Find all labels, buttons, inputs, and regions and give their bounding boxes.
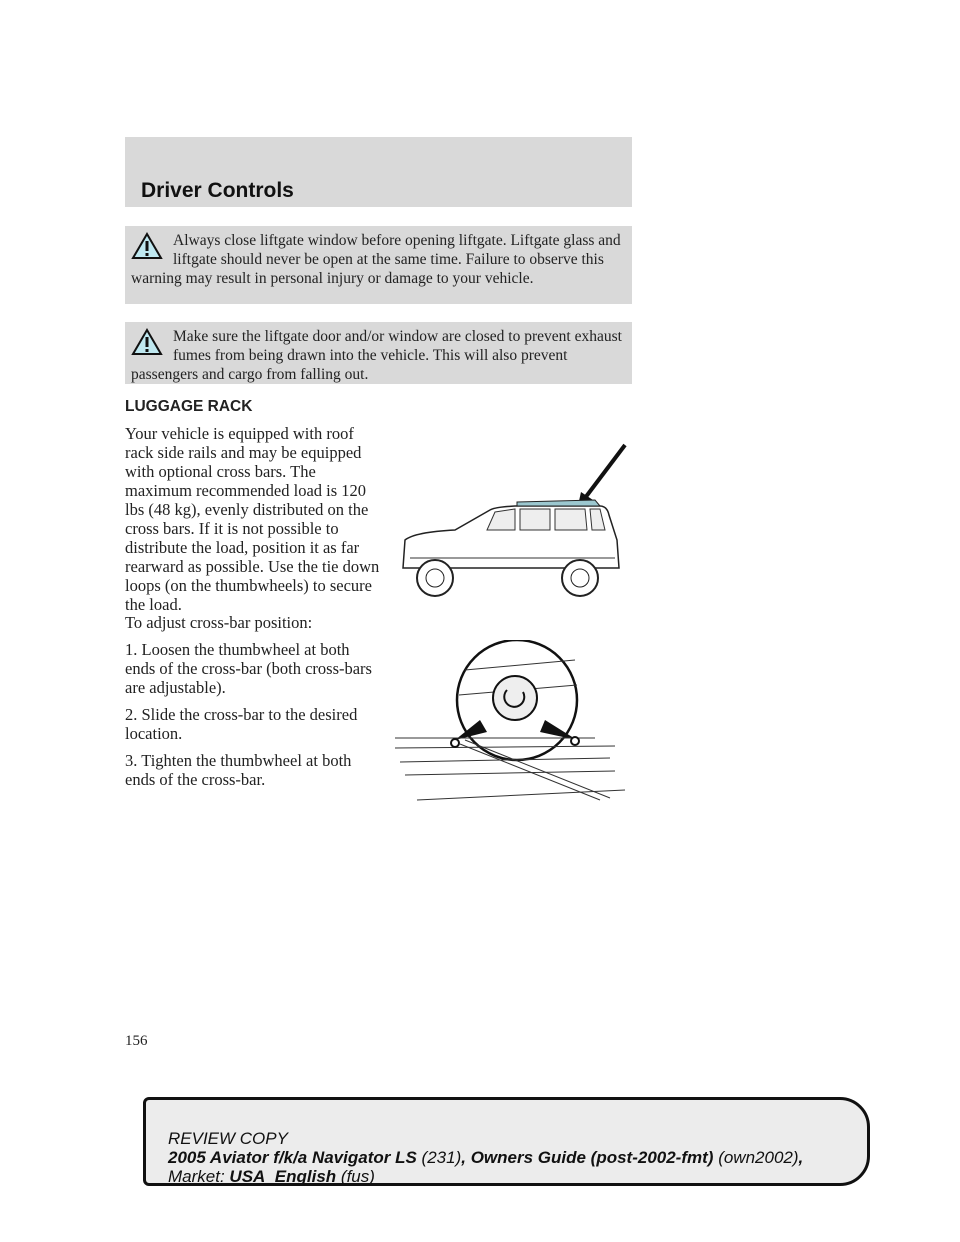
suv-roof-rack-illustration [395,440,635,605]
market-value: USA_English [229,1167,337,1186]
model-name: 2005 Aviator f/k/a Navigator LS [168,1148,417,1167]
thumbwheel-illustration [395,640,635,805]
warning-icon [131,328,163,356]
review-copy-footer [143,1097,870,1186]
separator: , [461,1148,471,1167]
separator-comma: , [798,1148,804,1167]
warning-text: Make sure the liftgate door and/or window are closed to prevent exhaust fumes from being drawn into the vehicle. This will also prevent passengers and cargo from falling out. [131,328,622,383]
intro-paragraph: Your vehicle is equipped with roof rack side rails and may be equipped with optional cross bars. The maximum recommended load is 120 lbs (48 kg), evenly distributed on the cross bars. If it is not possible to distribute the load, position it as far rearward as possible. Use the tie down loops (on the thumbwheels) to secure the load. [125,424,380,614]
review-copy-label: REVIEW COPY [168,1129,288,1148]
warning-box-2 [125,322,632,384]
warning-box-1 [125,226,632,304]
warning-icon [131,232,163,260]
adjust-instructions [125,613,380,797]
page-title: Driver Controls [141,179,294,202]
market-code: (fus) [340,1167,375,1186]
page-number: 156 [125,1033,148,1049]
step-2: 2. Slide the cross-bar to the desired location. [125,705,358,743]
luggage-rack-intro [125,424,380,622]
guide-name: Owners Guide (post-2002-fmt) [470,1148,714,1167]
model-code: (231) [421,1148,462,1167]
step-1: 1. Loosen the thumbwheel at both ends of the cross-bar (both cross-bars are adjustable). [125,640,372,697]
warning-text: Always close liftgate window before opening liftgate. Liftgate glass and liftgate should never be open at the same time. Failure to observe this warning may result in personal injury or damage to your vehicle. [131,232,621,287]
section-header [125,137,632,207]
guide-code: (own2002) [718,1148,799,1167]
adjust-intro: To adjust cross-bar position: [125,613,313,632]
step-3: 3. Tighten the thumbwheel at both ends of the cross-bar. [125,751,352,789]
market-label: Market: [168,1167,225,1186]
section-title: LUGGAGE RACK [125,398,253,415]
